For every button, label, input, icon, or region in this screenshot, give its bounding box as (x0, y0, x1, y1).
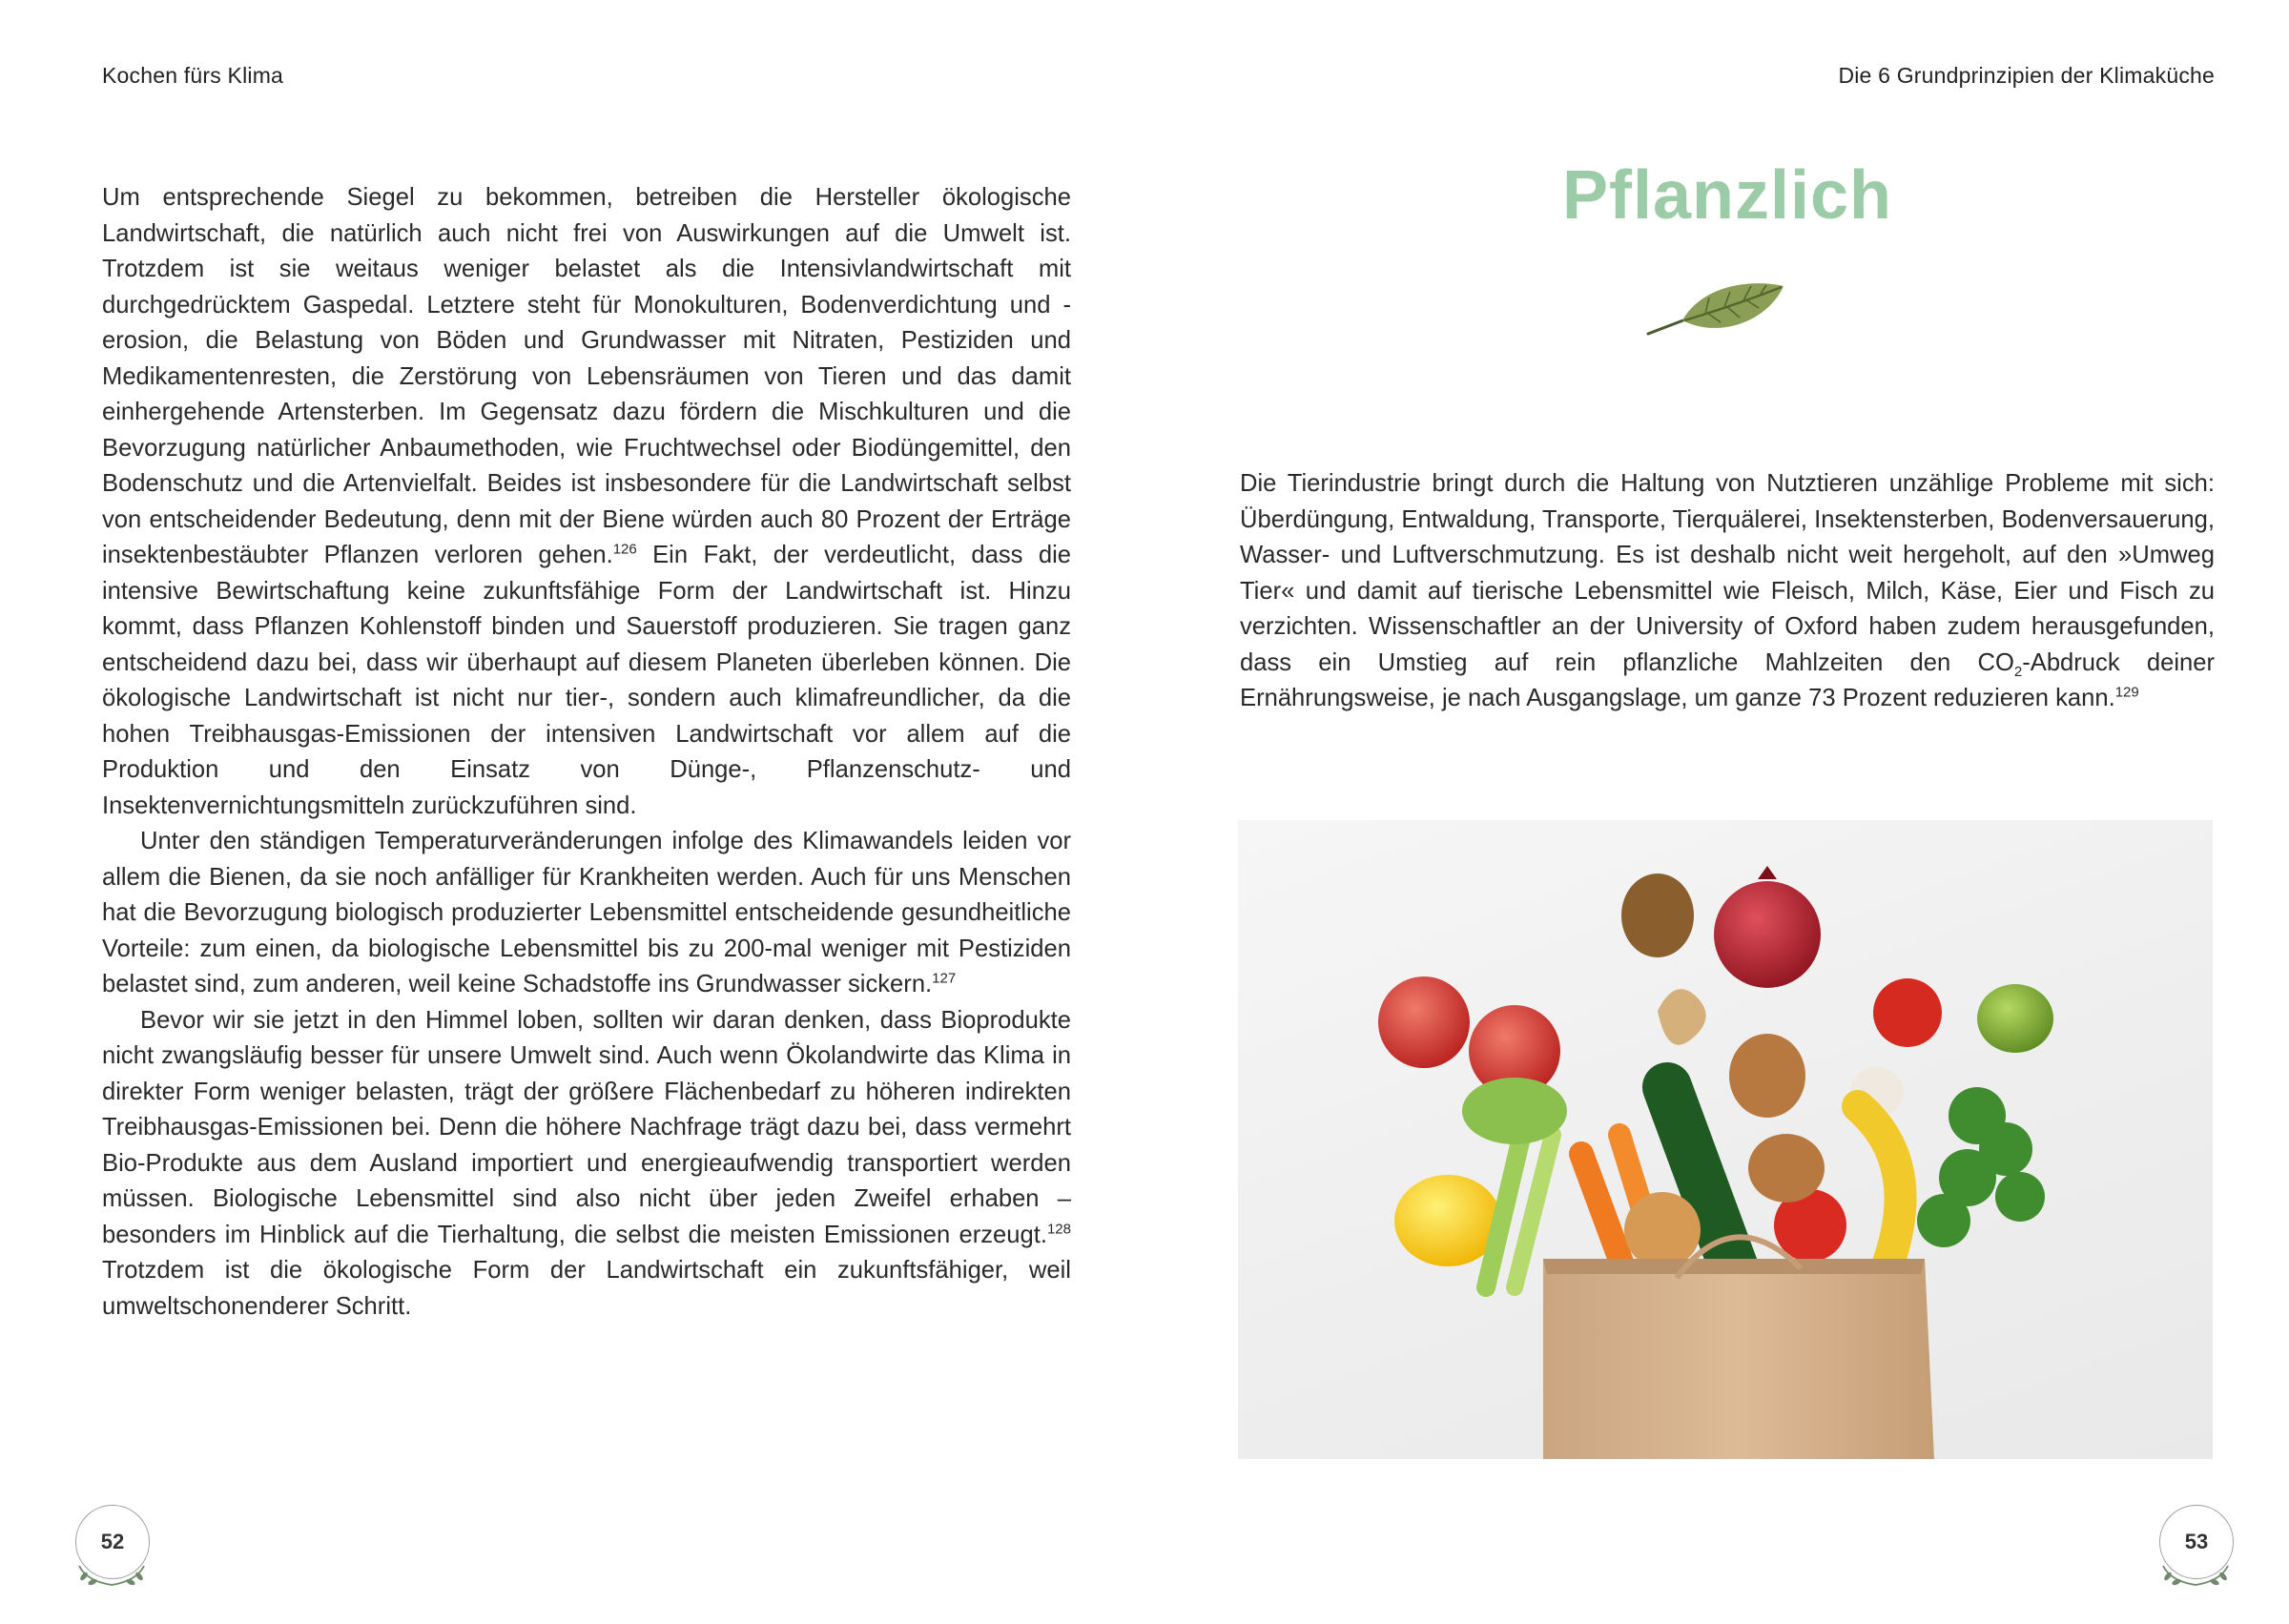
paragraph (102, 1003, 1071, 1326)
paragraph-text: Trotzdem ist die ökologische Form der Landwirtschaft ein zukunftsfähiger, weil umweltschonenderer Schritt. (102, 1257, 1071, 1320)
footnote-ref: 127 (932, 970, 957, 987)
paragraph-text: Unter den ständigen Temperaturveränderungen infolge des Klimawandels leiden vor allem die Bienen, da sie noch anfälliger für Krankheiten werden. Auch für uns Menschen hat die Bevorzugung biologisch produzierter Lebensmittel entscheidende gesundheitliche Vorteile: zum einen, da biologische Lebensmittel bis zu 200-mal weniger mit Pestiziden belastet sind, zum anderen, weil keine Schadstoffe ins Grundwasser sickern. (102, 828, 1071, 997)
paragraph-text: Um entsprechende Siegel zu bekommen, betreiben die Hersteller ökologische Landwirtschaft, die natürlich auch nicht frei von Auswirkungen auf die Umwelt ist. Trotzdem ist sie weitaus weniger belastet als die Intensivlandwirtschaft mit durchgedrücktem Gaspedal. Letztere steht für Monokulturen, Bodenverdichtung und -erosion, die Belastung von Böden und Grundwasser mit Nitraten, Pestiziden und Medikamentenresten, die Zerstörung von Lebensräumen von Tieren und das damit einhergehende Artensterben. Im Gegensatz dazu fördern die Mischkulturen und die Bevorzugung natürlicher Anbaumethoden, wie Fruchtwechsel oder Biodüngemittel, den Bodenschutz und die Artenvielfalt. Beides ist insbesondere für die Landwirtschaft selbst von entscheidender Bedeutung, denn mit der Biene würden auch 80 Prozent der Erträge insektenbestäubter Pflanzen verloren gehen. (102, 184, 1071, 568)
paragraph (1240, 466, 2215, 717)
running-head-left: Kochen fürs Klima (102, 63, 284, 88)
left-page-body (102, 180, 1071, 1325)
footnote-ref: 128 (1046, 1220, 1071, 1237)
paragraph-text: -Abdruck deiner Ernährungsweise, je nach Ausgangslage, um ganze 73 Prozent reduzieren kann. (1240, 648, 2215, 711)
laurel-icon (73, 1560, 150, 1589)
running-head-right: Die 6 Grundprinzipien der Klimaküche (1838, 63, 2215, 88)
paragraph-text: Bevor wir sie jetzt in den Himmel loben, sollten wir daran denken, dass Bioprodukte nicht zwangsläufig besser für unsere Umwelt sind. Auch wenn Ökolandwirte das Klima in direkter Form weniger belasten, trägt der größere Flächenbedarf zu höheren indirekten Treibhausgas-Emissionen bei. Denn die höhere Nachfrage trägt dazu bei, dass vermehrt Bio-Produkte aus dem Ausland importiert und energieaufwendig transportiert werden müssen. Biologische Lebensmittel sind also nicht über jeden Zweifel erhaben – besonders im Hinblick auf die Tierhaltung, die selbst die meisten Emissionen erzeugt. (102, 1006, 1071, 1248)
laurel-icon (2157, 1560, 2234, 1589)
leaf-icon (1644, 277, 1787, 343)
page-number: 52 (75, 1505, 150, 1579)
paragraph-text: Ein Fakt, der verdeutlicht, dass die intensive Bewirtschaftung keine zukunftsfähige Form der Landwirtschaft ist. Hinzu kommt, dass Pflanzen Kohlenstoff binden und Sauerstoff produzieren. Sie tragen ganz entscheidend dazu bei, dass wir überhaupt auf diesem Planeten überleben können. Die ökologische Landwirtschaft ist nicht nur tier-, sondern auch klimafreundlicher, da die hohen Treibhausgas-Emissionen der intensiven Landwirtschaft vor allem auf die Produktion und den Einsatz von Dünge-, Pflanzenschutz- und Insektenvernichtungsmitteln zurückzuführen sind. (102, 542, 1072, 819)
footnote-ref: 129 (2114, 684, 2139, 701)
paragraph (102, 824, 1071, 1003)
page-number: 53 (2159, 1505, 2234, 1579)
section-title: Pflanzlich (1561, 157, 1893, 234)
subscript: 2 (2013, 663, 2023, 680)
footnote-ref: 126 (612, 541, 637, 558)
produce-bag-photo (1238, 820, 2213, 1459)
right-page-body (1240, 466, 2215, 717)
paragraph (102, 180, 1071, 824)
paragraph-text: Die Tierindustrie bringt durch die Haltung von Nutztieren unzählige Probleme mit sich: Überdüngung, Entwaldung, Transporte, Tierquälerei, Insektensterben, Bodenversauerung, Wasser- und Luftverschmutzung. Es ist deshalb nicht weit hergeholt, auf den »Umweg Tier« und damit auf tierische Lebensmittel wie Fleisch, Milch, Käse, Eier und Fisch zu verzichten. Wissenschaftler an der University of Oxford haben zudem herausgefunden, dass ein Umstieg auf rein pflanzliche Mahlzeiten den CO (1240, 470, 2215, 676)
